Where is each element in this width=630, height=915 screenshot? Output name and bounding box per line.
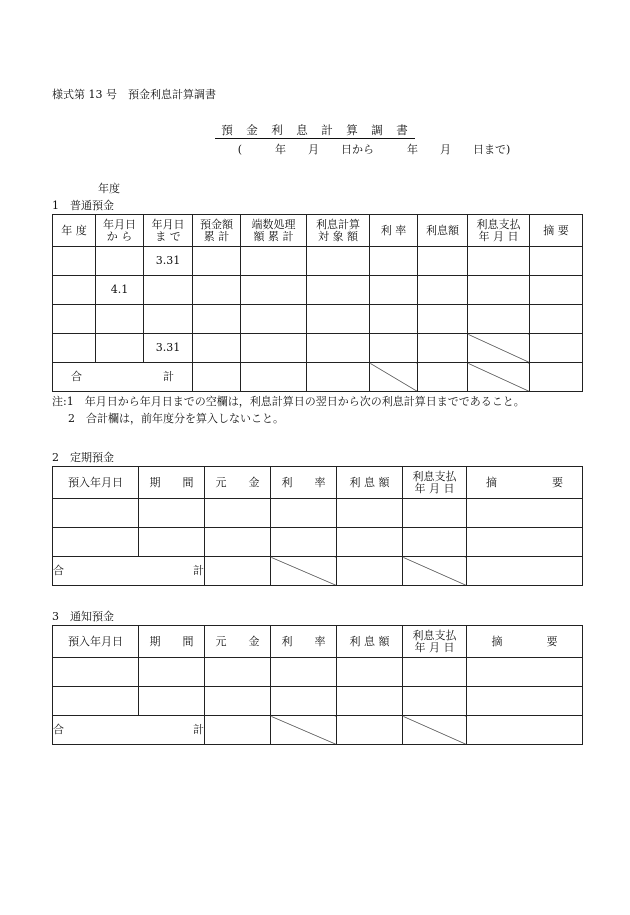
total-label-cell	[53, 716, 205, 745]
table-cell[interactable]	[403, 499, 467, 528]
header-cell: 利息支払 年 月 日	[403, 626, 467, 658]
table-cell[interactable]	[370, 334, 418, 363]
header-cell: 預金額 累 計	[193, 215, 241, 247]
table-cell[interactable]	[370, 276, 418, 305]
table-row	[53, 276, 583, 305]
total-cell[interactable]	[307, 363, 370, 392]
header-cell: 利 率	[370, 215, 418, 247]
table-cell[interactable]	[53, 528, 139, 557]
section-1-title: 1 普通預金	[52, 199, 114, 212]
table-cell[interactable]	[337, 687, 403, 716]
header-cell: 利息支払 年 月 日	[468, 215, 530, 247]
struck-cell	[468, 334, 530, 363]
table-cell[interactable]	[418, 276, 468, 305]
table-cell[interactable]	[144, 305, 193, 334]
header-cell: 元 金	[205, 626, 271, 658]
table-cell[interactable]	[241, 334, 307, 363]
total-cell[interactable]	[241, 363, 307, 392]
table-cell[interactable]	[53, 658, 139, 687]
header-cell: 期 間	[139, 467, 205, 499]
table-cell[interactable]	[139, 528, 205, 557]
table-cell[interactable]	[53, 334, 96, 363]
document-title-text: 預 金 利 息 計 算 調 書	[215, 123, 415, 139]
table-row	[53, 528, 583, 557]
table-row	[53, 687, 583, 716]
table-cell[interactable]	[403, 528, 467, 557]
note-1: 注:1 年月日から年月日までの空欄は，利息計算日の翌日から次の利息計算日までであること。	[52, 395, 525, 408]
fiscal-year-label: 年度	[98, 182, 120, 195]
notice-deposit-table	[52, 625, 583, 745]
header-cell: 利 息 額	[337, 626, 403, 658]
table-cell[interactable]	[467, 658, 583, 687]
header-cell: 端数処理 額 累 計	[241, 215, 307, 247]
table-cell[interactable]	[205, 658, 271, 687]
table-row	[53, 334, 583, 363]
struck-cell	[468, 363, 530, 392]
total-label-left: 合	[71, 370, 82, 383]
header-cell: 預入年月日	[53, 626, 139, 658]
table-cell[interactable]	[53, 305, 96, 334]
table-cell[interactable]	[467, 687, 583, 716]
header-cell: 期 間	[139, 626, 205, 658]
table-cell[interactable]: 3.31	[144, 247, 193, 276]
total-cell[interactable]	[205, 716, 271, 745]
header-cell: 預入年月日	[53, 467, 139, 499]
total-label-left: 合	[53, 723, 64, 736]
table-cell[interactable]	[271, 528, 337, 557]
header-cell: 利息支払 年 月 日	[403, 467, 467, 499]
table-cell[interactable]	[139, 658, 205, 687]
table-cell[interactable]	[271, 658, 337, 687]
table-row	[53, 658, 583, 687]
header-cell: 元 金	[205, 467, 271, 499]
table-cell[interactable]	[193, 247, 241, 276]
table-cell[interactable]	[205, 499, 271, 528]
table-cell[interactable]	[418, 305, 468, 334]
header-cell: 年 度	[53, 215, 96, 247]
table-cell[interactable]	[271, 687, 337, 716]
total-row	[53, 716, 583, 745]
struck-cell	[271, 716, 337, 745]
table-cell[interactable]	[468, 305, 530, 334]
table-header-row	[53, 215, 583, 247]
table-cell[interactable]	[337, 528, 403, 557]
table-cell[interactable]	[307, 247, 370, 276]
table-cell[interactable]: 3.31	[144, 334, 193, 363]
table-cell[interactable]	[96, 247, 144, 276]
table-cell[interactable]	[139, 499, 205, 528]
table-cell[interactable]	[418, 247, 468, 276]
table-cell[interactable]	[205, 687, 271, 716]
table-cell[interactable]	[307, 276, 370, 305]
table-cell[interactable]	[337, 499, 403, 528]
note-2: 2 合計欄は，前年度分を算入しないこと。	[68, 412, 284, 425]
form-number-label: 様式第 13 号 預金利息計算調書	[52, 88, 216, 101]
table-cell[interactable]	[205, 528, 271, 557]
table-row	[53, 305, 583, 334]
table-cell[interactable]	[241, 305, 307, 334]
ordinary-deposit-table	[52, 214, 583, 392]
table-cell[interactable]	[468, 276, 530, 305]
table-cell[interactable]	[96, 334, 144, 363]
table-cell[interactable]	[468, 247, 530, 276]
total-cell[interactable]	[418, 363, 468, 392]
table-cell[interactable]	[530, 276, 583, 305]
header-cell: 年月日 ま で	[144, 215, 193, 247]
total-label-left: 合	[53, 564, 64, 577]
struck-cell	[403, 557, 467, 586]
table-cell[interactable]	[241, 276, 307, 305]
total-cell[interactable]	[467, 557, 583, 586]
total-row	[53, 557, 583, 586]
struck-cell	[403, 716, 467, 745]
table-cell[interactable]	[193, 276, 241, 305]
header-cell: 利息計算 対 象 額	[307, 215, 370, 247]
total-cell[interactable]	[337, 716, 403, 745]
fixed-deposit-table	[52, 466, 583, 586]
struck-cell	[271, 557, 337, 586]
table-cell[interactable]	[53, 687, 139, 716]
table-cell[interactable]	[530, 334, 583, 363]
total-cell[interactable]	[337, 557, 403, 586]
struck-cell	[370, 363, 418, 392]
period-line: ( 年 月 日から 年 月 日まで)	[237, 143, 511, 156]
total-cell[interactable]	[193, 363, 241, 392]
table-cell[interactable]	[418, 334, 468, 363]
total-row	[53, 363, 583, 392]
table-row	[53, 247, 583, 276]
table-cell[interactable]	[370, 305, 418, 334]
header-cell: 摘 要	[530, 215, 583, 247]
total-cell[interactable]	[530, 363, 583, 392]
header-cell: 利 率	[271, 626, 337, 658]
header-cell: 利 息 額	[337, 467, 403, 499]
table-cell[interactable]	[241, 247, 307, 276]
document-title	[0, 122, 630, 138]
section-2-title: 2 定期預金	[52, 451, 114, 464]
header-cell: 摘 要	[467, 626, 583, 658]
table-cell[interactable]	[193, 305, 241, 334]
total-label-right: 計	[193, 723, 204, 736]
total-cell[interactable]	[205, 557, 271, 586]
section-3-title: 3 通知預金	[52, 610, 114, 623]
total-label-cell	[53, 557, 205, 586]
table-cell[interactable]	[337, 658, 403, 687]
table-cell[interactable]	[307, 305, 370, 334]
table-row	[53, 499, 583, 528]
table-cell[interactable]	[370, 247, 418, 276]
header-cell: 年月日 か ら	[96, 215, 144, 247]
table-cell[interactable]	[403, 658, 467, 687]
header-cell: 利息額	[418, 215, 468, 247]
table-cell[interactable]	[530, 305, 583, 334]
table-cell[interactable]	[530, 247, 583, 276]
table-header-row	[53, 467, 583, 499]
table-cell[interactable]	[53, 247, 96, 276]
table-cell[interactable]	[271, 499, 337, 528]
table-cell[interactable]	[144, 276, 193, 305]
table-header-row	[53, 626, 583, 658]
table-cell[interactable]	[53, 499, 139, 528]
table-cell[interactable]	[96, 305, 144, 334]
table-cell[interactable]	[193, 334, 241, 363]
total-label-right: 計	[193, 564, 204, 577]
table-cell[interactable]	[53, 276, 96, 305]
header-cell: 利 率	[271, 467, 337, 499]
total-label-right: 計	[163, 370, 174, 383]
table-cell[interactable]	[403, 687, 467, 716]
table-cell[interactable]	[467, 499, 583, 528]
table-cell[interactable]	[467, 528, 583, 557]
table-cell[interactable]: 4.1	[96, 276, 144, 305]
table-cell[interactable]	[139, 687, 205, 716]
header-cell: 摘 要	[467, 467, 583, 499]
table-cell[interactable]	[307, 334, 370, 363]
total-cell[interactable]	[467, 716, 583, 745]
total-label-cell	[53, 363, 193, 392]
